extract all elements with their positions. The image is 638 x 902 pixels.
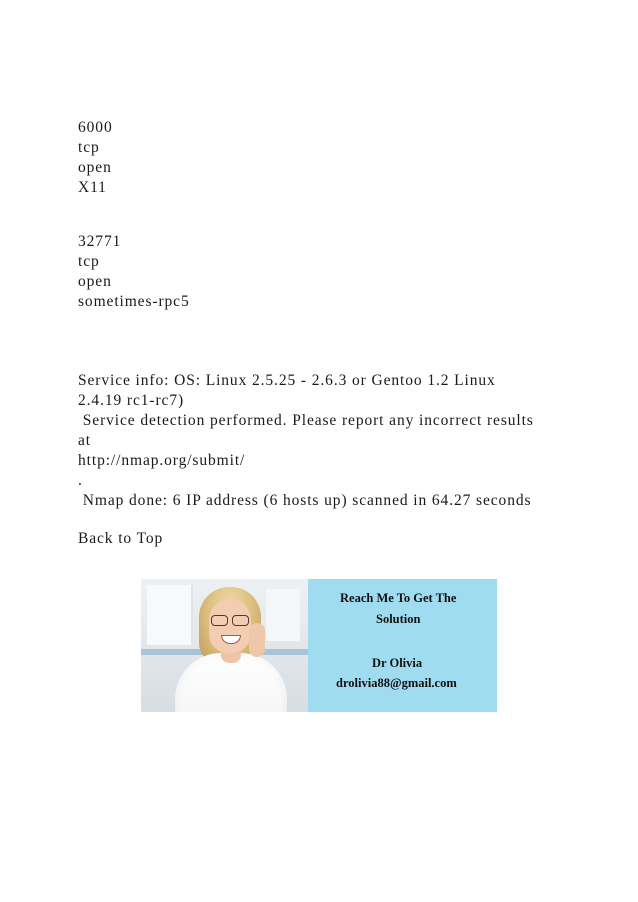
service-info-line: 2.4.19 rc1-rc7) — [78, 392, 185, 409]
contact-banner — [141, 579, 497, 712]
port-number: 6000 — [78, 119, 113, 136]
submit-url: http://nmap.org/submit/ — [78, 452, 246, 469]
banner-subheading: Solution — [376, 612, 421, 626]
contact-info-panel — [308, 579, 497, 712]
port-state: open — [78, 273, 112, 290]
service-info-line: Service info: OS: Linux 2.5.25 - 2.6.3 or Gentoo 1.2 Linux — [78, 372, 496, 389]
document-body — [78, 118, 578, 549]
service-name: X11 — [78, 179, 107, 196]
contact-name: Dr Olivia — [372, 656, 423, 670]
protocol: tcp — [78, 253, 100, 270]
protocol: tcp — [78, 139, 100, 156]
service-name: sometimes-rpc5 — [78, 293, 190, 310]
port-state: open — [78, 159, 112, 176]
contact-email: drolivia88@gmail.com — [336, 676, 457, 690]
woman-photo — [141, 579, 308, 712]
nmap-done-summary: Nmap done: 6 IP address (6 hosts up) scanned in 64.27 seconds — [78, 492, 532, 509]
detection-note: at — [78, 432, 91, 449]
back-to-top-text: Back to Top — [78, 530, 164, 547]
glasses-icon — [211, 615, 249, 625]
period: . — [78, 472, 83, 489]
detection-note: Service detection performed. Please report any incorrect results — [78, 412, 534, 429]
banner-heading: Reach Me To Get The — [340, 591, 457, 605]
port-number: 32771 — [78, 233, 122, 250]
